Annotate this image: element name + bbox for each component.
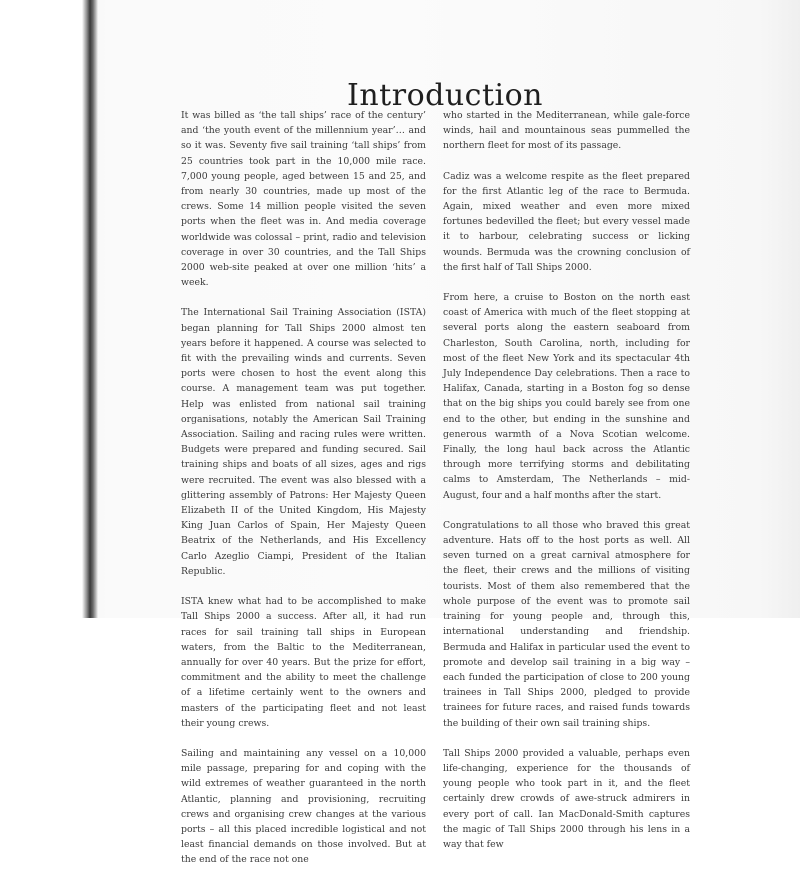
- paragraph: The International Sail Training Association (ISTA) began planning for Tall Ships 2000 almost ten years before it happened. A course was selected to fit with the prevailing winds and currents. Seven ports were chosen to host the event along this course. A management team was put together. Help was enlisted from national sail training organisations, notably the American Sail Training Association. Sailing and racing rules were written. Budgets were prepared and funding secured. Sail training ships and boats of all sizes, ages and rigs were recruited. The event was also blessed with a glittering assembly of Patrons: Her Majesty Queen Elizabeth II of the United Kingdom, His Majesty King Juan Carlos of Spain, Her Majesty Queen Beatrix of the Netherlands, and His Excellency Carlo Azeglio Ciampi, President of the Italian Republic.: [181, 307, 426, 577]
- paragraph: who started in the Mediterranean, while gale-force winds, hail and mountainous seas pummelled the northern fleet for most of its passage.: [443, 110, 690, 152]
- page-title: Introduction: [347, 78, 543, 114]
- paragraph: Congratulations to all those who braved this great adventure. Hats off to the host ports as well. All seven turned on a great carnival atmosphere for the fleet, their crews and the millions of visiting tourists. Most of them also remembered that the whole purpose of the event was to promote sail training for young people and, through this, international understanding and friendship. Bermuda and Halifax in particular used the event to promote and develop sail training in a big way – each funded the participation of close to 200 young trainees in Tall Ships 2000, pledged to provide trainees for future races, and raised funds towards the building of their own sail training ships.: [443, 519, 690, 729]
- paragraph: It was billed as ‘the tall ships’ race of the century’ and ‘the youth event of the millennium year’… and so it was. Seventy five sail training ‘tall ships’ from 25 countries took part in the 10,000 mile race. 7,000 young people, aged between 15 and 25, and from nearly 30 countries, made up most of the crews. Some 14 million people visited the seven ports when the fleet was in. And media coverage worldwide was colossal – print, radio and television coverage in over 30 countries, and the Tall Ships 2000 web-site peaked at over one million ‘hits’ a week.: [181, 110, 426, 289]
- paragraph: From here, a cruise to Boston on the north east coast of America with much of the fleet stopping at several ports along the eastern seaboard from Charleston, South Carolina, north, including for most of the fleet New York and its spectacular 4th July Independence Day celebrations. Then a race to Halifax, Canada, starting in a Boston fog so dense that on the big ships you could barely see from one end to the other, but ending in the sunshine and generous warmth of a Nova Scotian welcome. Finally, the long haul back across the Atlantic through more terrifying storms and debilitating calms to Amsterdam, The Netherlands – mid-August, four and a half months after the start.: [443, 292, 690, 501]
- right-text-column: [443, 108, 690, 867]
- book-spine-shadow: [0, 0, 98, 618]
- paragraph: Tall Ships 2000 provided a valuable, perhaps even life-changing, experience for the thousands of young people who took part in it, and the fleet certainly drew crowds of awe-struck admirers in every port of call. Ian MacDonald-Smith captures the magic of Tall Ships 2000 through his lens in a way that few: [443, 747, 690, 850]
- paragraph: Cadiz was a welcome respite as the fleet prepared for the first Atlantic leg of the race to Bermuda. Again, mixed weather and even more mixed fortunes bedevilled the fleet; but every vessel made it to harbour, celebrating success or licking wounds. Bermuda was the crowning conclusion of the first half of Tall Ships 2000.: [443, 170, 690, 273]
- left-text-column: [181, 108, 426, 883]
- paragraph: ISTA knew what had to be accomplished to make Tall Ships 2000 a success. After all, it had run races for sail training tall ships in European waters, from the Baltic to the Mediterranean, annually for over 40 years. But the prize for effort, commitment and the ability to meet the challenge of a lifetime certainly went to the owners and masters of the participating fleet and not least their young crews.: [181, 596, 426, 729]
- paragraph: Sailing and maintaining any vessel on a 10,000 mile passage, preparing for and coping with the wild extremes of weather guaranteed in the north Atlantic, planning and provisioning, recruiting crews and organising crew changes at the various ports – all this placed incredible logistical and not least financial demands on those involved. But at the end of the race not one: [181, 747, 426, 866]
